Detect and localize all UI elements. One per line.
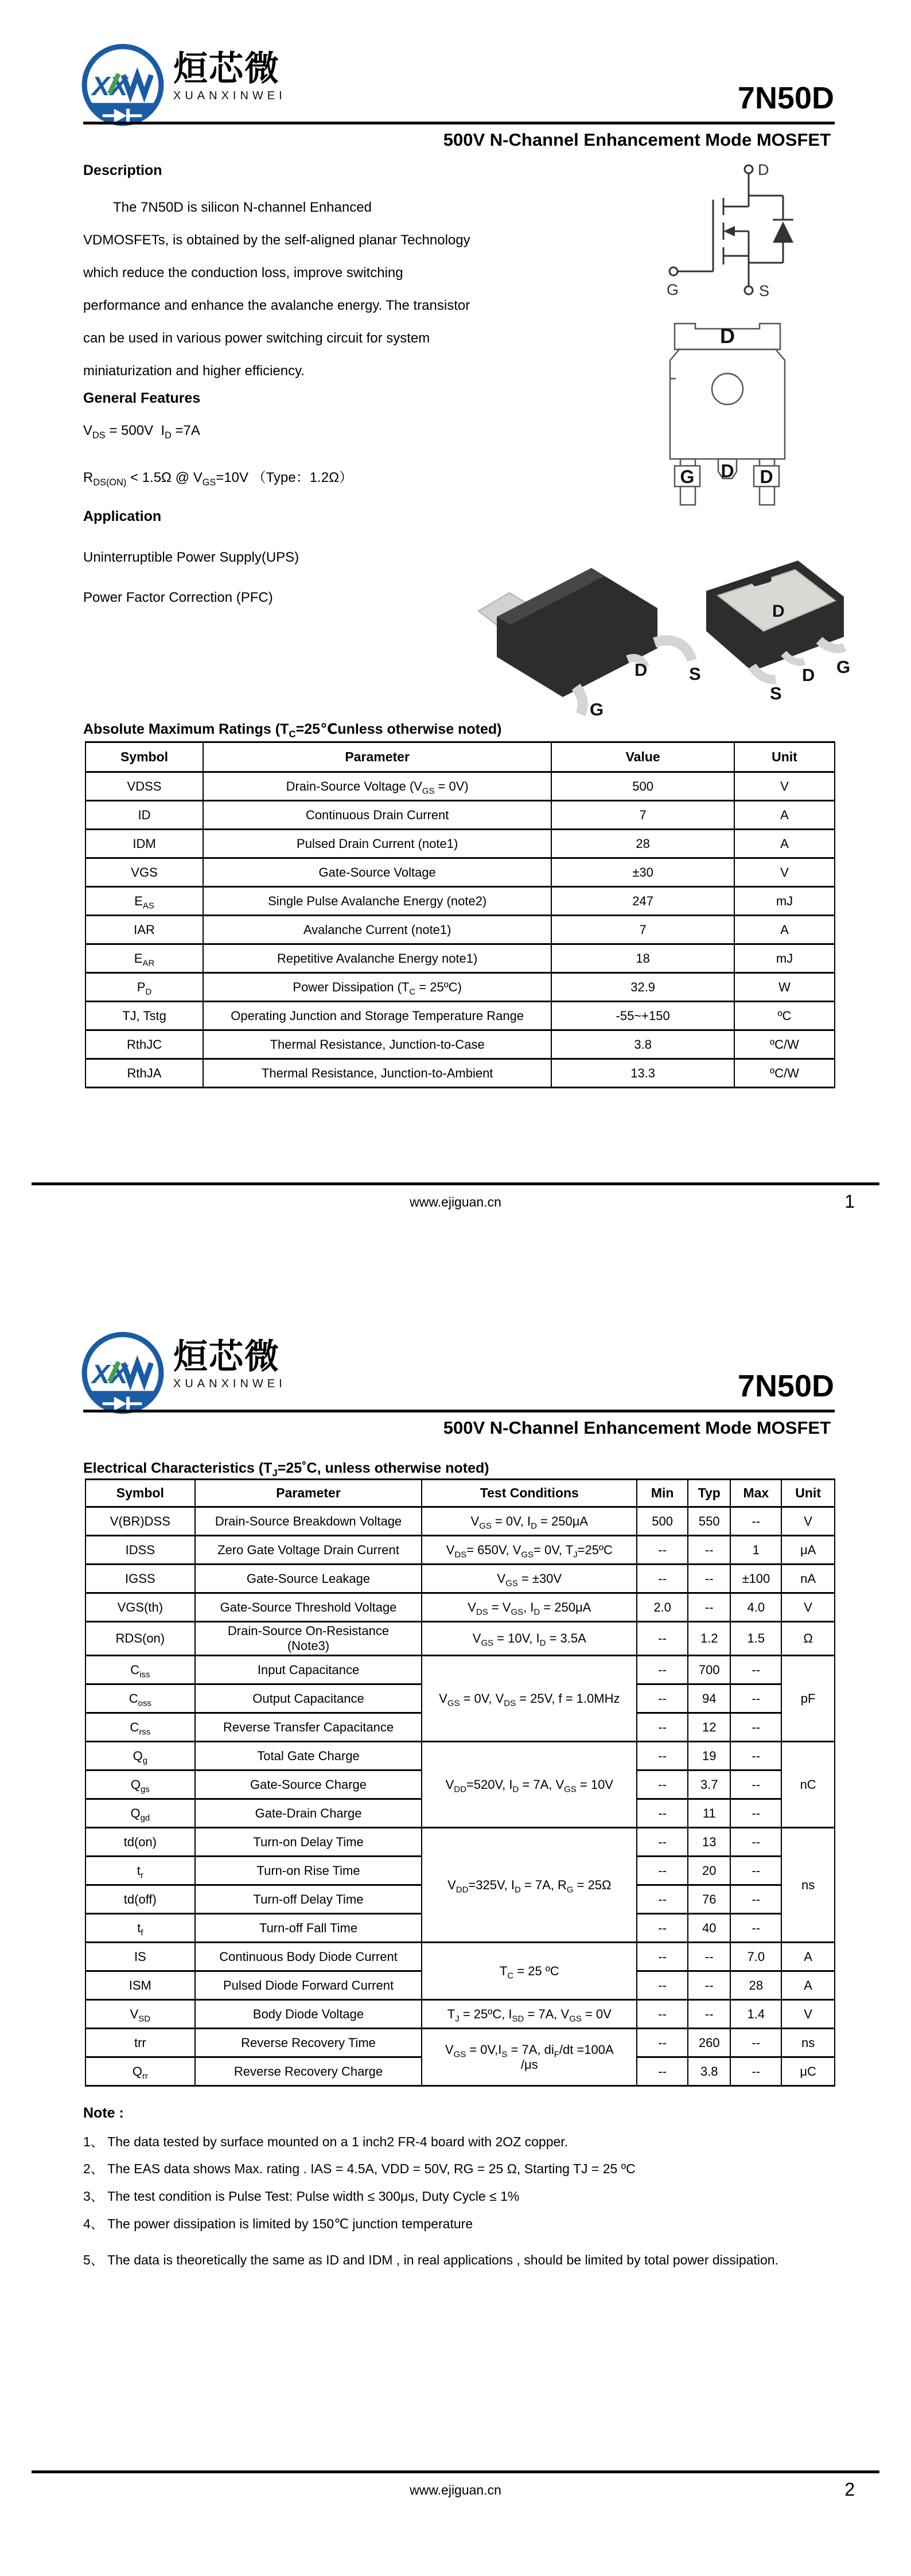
table-cell: 1.2 (688, 1622, 730, 1656)
table-cell: -- (688, 1943, 730, 1971)
table-row (85, 916, 835, 944)
description-heading: Description (83, 162, 162, 178)
table-cell: IAR (85, 916, 203, 944)
table-cell: 20 (688, 1857, 730, 1885)
symbol-drain-label: D (758, 162, 769, 178)
note-item: 2、 The EAS data shows Max. rating . IAS = 4.5A, VDD = 50V, RG = 25 Ω, Starting TJ = 25 ºC (83, 2161, 636, 2176)
table-cell: A (781, 1971, 835, 2000)
footer-divider (32, 2470, 879, 2473)
column-header: Unit (781, 1480, 835, 1507)
table-cell: $P_D$ (85, 973, 203, 1002)
table-cell: $V_{GS} = 0V$, $V_{DS} = 25V$, f = 1.0MHz (422, 1656, 637, 1742)
table-cell: Gate-Source Charge (195, 1770, 422, 1799)
logo-monogram: XX (92, 1359, 128, 1390)
table-cell: ºC/W (734, 1030, 835, 1059)
table-cell: RDS(on) (85, 1622, 195, 1656)
table-cell: -- (688, 1593, 730, 1622)
table-cell: 2.0 (637, 1593, 688, 1622)
table-row (85, 1059, 835, 1088)
table-cell: 1.5 (730, 1622, 781, 1656)
table-cell: -- (730, 1857, 781, 1885)
table-cell: -- (637, 1713, 688, 1742)
table-cell: RthJC (85, 1030, 203, 1059)
table-cell: trr (85, 2029, 195, 2057)
table-cell: -- (688, 1971, 730, 2000)
table-cell: $t_f$ (85, 1914, 195, 1943)
table-cell: -- (730, 2057, 781, 2086)
table-cell: Pulsed Diode Forward Current (195, 1971, 422, 2000)
table-cell: Pulsed Drain Current (note1) (203, 830, 551, 858)
table-cell: μA (781, 1536, 835, 1565)
abs-max-heading: Absolute Maximum Ratings ($T_C=25℃unless$ otherwise noted) (83, 721, 502, 740)
right-package-lead-g (819, 640, 844, 649)
brand-logo (79, 1329, 286, 1417)
description-line: can be used in various power switching circuit for system (83, 330, 430, 346)
table-cell: ±100 (730, 1565, 781, 1593)
feature-line: $R_{DS(ON)} < 1.5\Omega$ @ $V_{GS}=10V$ （Type：1.2Ω） (83, 470, 353, 488)
table-cell: V(BR)DSS (85, 1507, 195, 1536)
table-cell: $Q_{gs}$ (85, 1770, 195, 1799)
table-cell: A (781, 1943, 835, 1971)
package-pin3-label: D (760, 466, 773, 487)
brand-name-cn: 烜芯微 (173, 49, 280, 88)
brand-logo-icon (79, 1329, 166, 1417)
right-pkg-tab-label: D (772, 602, 785, 621)
table-cell: $T_J$ = 25ºC, $I_{SD} = 7A$, $V_{GS} = 0V$ (422, 2000, 637, 2029)
description-line: The 7N50D is silicon N-channel Enhanced (113, 200, 372, 215)
page-number: 2 (844, 2479, 855, 2500)
column-header: Value (551, 742, 734, 772)
column-header: Parameter (195, 1480, 422, 1507)
table-cell: -- (637, 1799, 688, 1828)
table-cell: 700 (688, 1656, 730, 1684)
brand-logo (79, 41, 286, 129)
description-line: miniaturization and higher efficiency. (83, 363, 305, 379)
table-cell: ±30 (551, 858, 734, 887)
table-cell: 12 (688, 1713, 730, 1742)
column-header: Parameter (203, 742, 551, 772)
description-line: VDMOSFETs, is obtained by the self-aligned planar Technology (83, 232, 470, 248)
table-row (85, 944, 835, 973)
column-header: Unit (734, 742, 835, 772)
table-cell: -- (637, 1684, 688, 1713)
table-cell: -- (637, 1770, 688, 1799)
table-cell: $V_{GS} = 0V$, $I_D = 250\mu A$ (422, 1507, 637, 1536)
table-cell: 13 (688, 1828, 730, 1857)
brand-name-en: XUANXINWEI (173, 90, 286, 102)
column-header: Test Conditions (422, 1480, 637, 1507)
table-cell: Reverse Recovery Time (195, 2029, 422, 2057)
table-cell: 500 (637, 1507, 688, 1536)
header-row (85, 742, 835, 772)
table-cell: mJ (734, 887, 835, 916)
table-cell: Gate-Source Leakage (195, 1565, 422, 1593)
table-cell: Operating Junction and Storage Temperature Range (203, 1002, 551, 1030)
package-3d-figure (462, 536, 855, 720)
table-cell: 500 (551, 772, 734, 801)
table-cell: -- (730, 1507, 781, 1536)
table-cell: -- (730, 1656, 781, 1684)
note-item: 3、 The test condition is Pulse Test: Pulse width ≤ 300μs, Duty Cycle ≤ 1% (83, 2189, 520, 2204)
table-cell: 247 (551, 887, 734, 916)
column-header: Symbol (85, 742, 203, 772)
header-divider (83, 1410, 835, 1412)
table-cell: -- (730, 1828, 781, 1857)
table-row (85, 1622, 835, 1656)
table-cell: Continuous Body Diode Current (195, 1943, 422, 1971)
package-tab-label: D (720, 324, 735, 348)
application-line: Uninterruptible Power Supply(UPS) (83, 550, 299, 565)
left-package-lead-g (576, 687, 583, 714)
table-cell: Ω (781, 1622, 835, 1656)
brand-logo-icon (79, 41, 166, 129)
symbol-gate-label: G (667, 281, 679, 298)
footer-url: www.ejiguan.cn (410, 1194, 501, 1209)
table-cell: Output Capacitance (195, 1684, 422, 1713)
table-cell: -- (637, 1914, 688, 1943)
table-cell: Turn-off Fall Time (195, 1914, 422, 1943)
table-cell: VGS(th) (85, 1593, 195, 1622)
table-cell: RthJA (85, 1059, 203, 1088)
right-pkg-g-label: G (836, 657, 851, 677)
table-cell: $V_{DS}= 650V$, $V_{GS}= 0V$, $T_J=25ºC$ (422, 1536, 637, 1565)
table-cell: -- (730, 1799, 781, 1828)
table-cell: $Q_{gd}$ (85, 1799, 195, 1828)
table-cell: $V_{DD}=520V$, $I_D = 7A$, $V_{GS} = 10V$ (422, 1742, 637, 1828)
table-row (85, 1828, 835, 1857)
table-cell: -- (637, 1885, 688, 1914)
note-item: 4、 The power dissipation is limited by 150℃ junction temperature (83, 2216, 473, 2231)
left-pkg-g-label: G (590, 699, 604, 719)
table-cell: $V_{GS} = \pm 30V$ (422, 1565, 637, 1593)
table-row (85, 973, 835, 1002)
table-cell: $C_{rss}$ (85, 1713, 195, 1742)
right-pkg-d-label: D (802, 665, 815, 685)
table-cell: -- (688, 2000, 730, 2029)
table-row (85, 2029, 835, 2057)
table-cell: 7.0 (730, 1943, 781, 1971)
logo-monogram: XX (92, 71, 128, 102)
table-cell: V (781, 1593, 835, 1622)
table-cell: $E_{AS}$ (85, 887, 203, 916)
table-cell: -- (637, 1971, 688, 2000)
table-cell: 40 (688, 1914, 730, 1943)
table-cell: Turn-on Delay Time (195, 1828, 422, 1857)
table-cell: Continuous Drain Current (203, 801, 551, 830)
table-cell: $V_{SD}$ (85, 2000, 195, 2029)
table-cell: $t_r$ (85, 1857, 195, 1885)
table-cell: -- (637, 2029, 688, 2057)
table-row (85, 887, 835, 916)
table-cell: -55~+150 (551, 1002, 734, 1030)
table-cell: -- (730, 1713, 781, 1742)
table-cell: 18 (551, 944, 734, 973)
table-cell: -- (637, 1857, 688, 1885)
table-cell: -- (637, 1943, 688, 1971)
table-cell: $V_{GS} = 0V,I_S = 7A$, $di_F/dt =100A$ /μs (422, 2029, 637, 2086)
table-cell: W (734, 973, 835, 1002)
table-row (85, 1002, 835, 1030)
table-cell: V (781, 2000, 835, 2029)
table-cell: Gate-Drain Charge (195, 1799, 422, 1828)
table-cell: Repetitive Avalanche Energy note1) (203, 944, 551, 973)
part-number: 7N50D (737, 81, 834, 115)
table-cell: VDSS (85, 772, 203, 801)
general-features-heading: General Features (83, 390, 201, 406)
table-cell: -- (637, 2000, 688, 2029)
table-cell: 11 (688, 1799, 730, 1828)
table-cell: Drain-Source On-Resistance (Note3) (195, 1622, 422, 1656)
table-row (85, 1593, 835, 1622)
table-cell: mJ (734, 944, 835, 973)
table-cell: ns (781, 2029, 835, 2057)
table-cell: $Q_{rr}$ (85, 2057, 195, 2086)
note-item: 1、 The data tested by surface mounted on a 1 inch2 FR-4 board with 2OZ copper. (83, 2134, 569, 2149)
table-cell: nC (781, 1742, 835, 1828)
table-cell: 7 (551, 916, 734, 944)
table-cell: $C_{oss}$ (85, 1684, 195, 1713)
package-pin2-label: D (721, 461, 734, 481)
column-header: Max (730, 1480, 781, 1507)
left-pkg-s-label: S (689, 664, 701, 684)
doc-subtitle: 500V N-Channel Enhancement Mode MOSFET (443, 1418, 831, 1438)
table-row (85, 1536, 835, 1565)
table-cell: 550 (688, 1507, 730, 1536)
table-cell: 3.7 (688, 1770, 730, 1799)
table-cell: 13.3 (551, 1059, 734, 1088)
doc-subtitle: 500V N-Channel Enhancement Mode MOSFET (443, 130, 831, 150)
abs-max-table (85, 741, 835, 1088)
table-cell: V (734, 858, 835, 887)
table-cell: -- (637, 1656, 688, 1684)
table-cell: A (734, 830, 835, 858)
table-cell: -- (637, 1828, 688, 1857)
brand-name-cn: 烜芯微 (173, 1337, 280, 1376)
table-cell: -- (637, 1565, 688, 1593)
table-cell: $Q_g$ (85, 1742, 195, 1770)
table-cell: Drain-Source Voltage $(V_{GS} = 0V)$ (203, 772, 551, 801)
table-cell: 32.9 (551, 973, 734, 1002)
table-cell: ID (85, 801, 203, 830)
table-cell: 7 (551, 801, 734, 830)
table-row (85, 1656, 835, 1684)
table-cell: -- (730, 1684, 781, 1713)
application-line: Power Factor Correction (PFC) (83, 590, 273, 605)
table-row (85, 772, 835, 801)
table-row (85, 2000, 835, 2029)
body-diode-icon (773, 221, 793, 243)
table-cell: IDSS (85, 1536, 195, 1565)
table-cell: IS (85, 1943, 195, 1971)
table-cell: -- (637, 2057, 688, 2086)
description-line: which reduce the conduction loss, improve switching (83, 265, 403, 281)
table-row (85, 830, 835, 858)
table-row (85, 1565, 835, 1593)
table-cell: Input Capacitance (195, 1656, 422, 1684)
table-cell: IGSS (85, 1565, 195, 1593)
table-row (85, 1507, 835, 1536)
table-cell: $V_{DD}=325V$, $I_D = 7A$, $R_G = 25\Omega$ (422, 1828, 637, 1943)
table-row (85, 1030, 835, 1059)
symbol-source-label: S (759, 282, 770, 299)
table-cell: $C_{iss}$ (85, 1656, 195, 1684)
table-cell: Total Gate Charge (195, 1742, 422, 1770)
table-cell: -- (688, 1565, 730, 1593)
table-cell: ns (781, 1828, 835, 1943)
column-header: Symbol (85, 1480, 195, 1507)
table-cell: -- (637, 1536, 688, 1565)
table-cell: Thermal Resistance, Junction-to-Case (203, 1030, 551, 1059)
notes-heading: Note : (83, 2105, 124, 2121)
table-cell: $V_{GS} = 10V$, $I_D = 3.5A$ (422, 1622, 637, 1656)
table-cell: V (781, 1507, 835, 1536)
table-cell: -- (730, 1770, 781, 1799)
table-cell: td(off) (85, 1885, 195, 1914)
table-cell: Turn-on Rise Time (195, 1857, 422, 1885)
left-pkg-d-label: D (634, 660, 648, 680)
column-header: Typ (688, 1480, 730, 1507)
table-cell: Reverse Transfer Capacitance (195, 1713, 422, 1742)
elec-char-heading: Electrical Characteristics ($T_J=25˚C$, unless otherwise noted) (83, 1460, 489, 1478)
table-cell: 94 (688, 1684, 730, 1713)
package-pin1-label: G (680, 466, 695, 487)
table-cell: -- (688, 1536, 730, 1565)
table-cell: Power Dissipation ($T_C$ = 25ºC) (203, 973, 551, 1002)
table-row (85, 858, 835, 887)
page-2 (0, 1288, 911, 2576)
table-cell: A (734, 916, 835, 944)
table-cell: 1 (730, 1536, 781, 1565)
description-line: performance and enhance the avalanche energy. The transistor (83, 298, 470, 313)
table-cell: Turn-off Delay Time (195, 1885, 422, 1914)
table-row (85, 1943, 835, 1971)
table-cell: 19 (688, 1742, 730, 1770)
table-cell: Single Pulse Avalanche Energy (note2) (203, 887, 551, 916)
table-cell: Reverse Recovery Charge (195, 2057, 422, 2086)
table-cell: 28 (730, 1971, 781, 2000)
table-cell: 28 (551, 830, 734, 858)
table-row (85, 801, 835, 830)
footer-divider (32, 1182, 879, 1185)
table-cell: IDM (85, 830, 203, 858)
table-cell: nA (781, 1565, 835, 1593)
table-cell: VGS (85, 858, 203, 887)
table-cell: Avalanche Current (note1) (203, 916, 551, 944)
table-cell: Gate-Source Threshold Voltage (195, 1593, 422, 1622)
table-cell: -- (730, 2029, 781, 2057)
channel-arrow-icon (723, 226, 735, 236)
table-cell: pF (781, 1656, 835, 1742)
table-cell: $E_{AR}$ (85, 944, 203, 973)
table-cell: $V_{DS} = V_{GS}$, $I_D = 250\mu A$ (422, 1593, 637, 1622)
table-cell: ºC (734, 1002, 835, 1030)
table-cell: -- (637, 1742, 688, 1770)
application-heading: Application (83, 508, 162, 524)
table-cell: ISM (85, 1971, 195, 2000)
table-cell: Gate-Source Voltage (203, 858, 551, 887)
package-outline-figure (659, 316, 796, 506)
right-pkg-s-label: S (770, 683, 782, 703)
elec-char-table (85, 1478, 835, 2087)
table-cell: TJ, Tstg (85, 1002, 203, 1030)
left-package-lead-s (655, 640, 692, 660)
column-header: Min (637, 1480, 688, 1507)
note-item: 5、 The data is theoretically the same as ID and IDM , in real applications , should be limited by total power dissipation. (83, 2252, 778, 2267)
table-cell: ºC/W (734, 1059, 835, 1088)
table-cell: Drain-Source Breakdown Voltage (195, 1507, 422, 1536)
header-divider (83, 122, 835, 124)
table-cell: 3.8 (551, 1030, 734, 1059)
table-cell: td(on) (85, 1828, 195, 1857)
feature-line: $V_{DS} = 500V$ $I_D =7A$ (83, 423, 200, 441)
table-cell: Thermal Resistance, Junction-to-Ambient (203, 1059, 551, 1088)
header-row (85, 1480, 835, 1507)
table-cell: 260 (688, 2029, 730, 2057)
table-cell: Body Diode Voltage (195, 2000, 422, 2029)
table-cell: 1.4 (730, 2000, 781, 2029)
table-cell: μC (781, 2057, 835, 2086)
part-number: 7N50D (737, 1369, 834, 1403)
brand-name-en: XUANXINWEI (173, 1378, 286, 1390)
table-cell: -- (730, 1742, 781, 1770)
table-cell: Zero Gate Voltage Drain Current (195, 1536, 422, 1565)
table-cell: -- (637, 1622, 688, 1656)
table-cell: A (734, 801, 835, 830)
table-cell: V (734, 772, 835, 801)
table-cell: 76 (688, 1885, 730, 1914)
page-number: 1 (844, 1191, 855, 1212)
right-package-lead-s (752, 666, 776, 679)
mosfet-symbol-figure (654, 162, 826, 300)
table-row (85, 1742, 835, 1770)
table-cell: -- (730, 1885, 781, 1914)
footer-url: www.ejiguan.cn (410, 2482, 501, 2497)
table-cell: 4.0 (730, 1593, 781, 1622)
table-cell: -- (730, 1914, 781, 1943)
table-cell: $T_C = 25$ ºC (422, 1943, 637, 2000)
table-cell: 3.8 (688, 2057, 730, 2086)
